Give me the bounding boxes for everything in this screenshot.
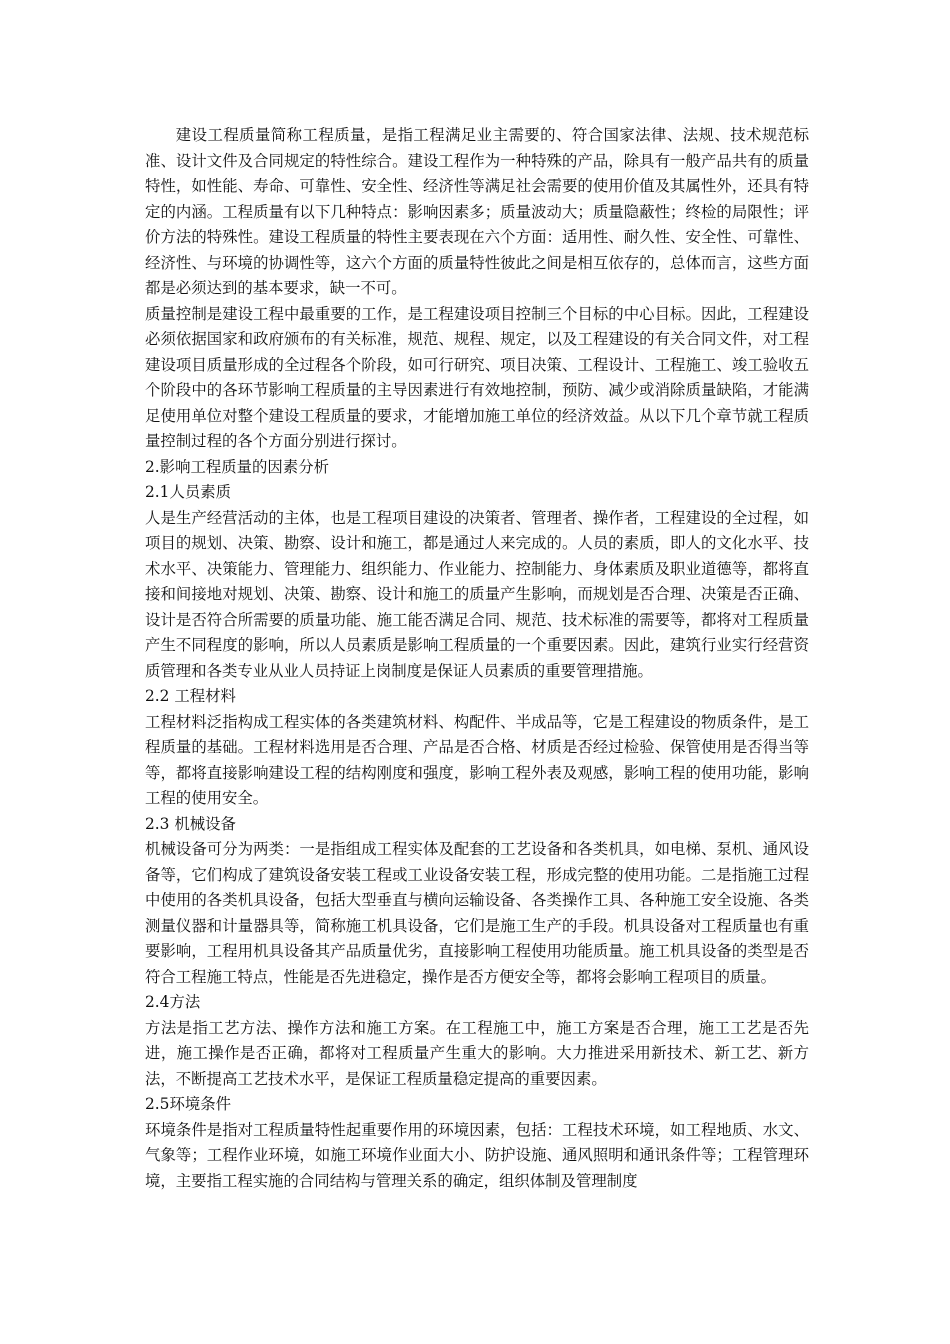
subsection-body-personnel: 人是生产经营活动的主体，也是工程项目建设的决策者、管理者、操作者，工程建设的全过程，如项目的规划、决策、勘察、设计和施工，都是通过人来完成的。人员的素质，即人的文化水平、技术水平、决策能力、管理能力、组织能力、作业能力、控制能力、身体素质及职业道德等，都将直接和间接地对规划、决策、勘察、设计和施工的质量产生影响，而规划是否合理、决策是否正确、设计是否符合所需要的质量功能、施工能否满足合同、规范、技术标准的需要等，都将对工程质量产生不同程度的影响，所以人员素质是影响工程质量的一个重要因素。因此，建筑行业实行经营资质管理和各类专业从业人员持证上岗制度是保证人员素质的重要管理措施。	[145, 508, 809, 680]
subsection-body-methods: 方法是指工艺方法、操作方法和施工方案。在工程施工中，施工方案是否合理，施工工艺是否先进，施工操作是否正确，都将对工程质量产生重大的影响。大力推进采用新技术、新工艺、新方法，不断提高工艺技术水平，是保证工程质量稳定提高的重要因素。	[145, 1018, 809, 1088]
subsection-heading-personnel: 2.1人员素质	[145, 483, 232, 501]
subsection-body-environment: 环境条件是指对工程质量特性起重要作用的环境因素，包括：工程技术环境，如工程地质、水文、气象等；工程作业环境，如施工环境作业面大小、防护设施、通风照明和通讯条件等；工程管理环境，主要指工程实施的合同结构与管理关系的确定，组织体制及管理制度	[145, 1120, 809, 1190]
quality-control-paragraph: 质量控制是建设工程中最重要的工作，是工程建设项目控制三个目标的中心目标。因此，工程建设必须依据国家和政府颁布的有关标准，规范、规程、规定，以及工程建设的有关合同文件，对工程建设项目质量形成的全过程各个阶段，如可行研究、项目决策、工程设计、工程施工、竣工验收五个阶段中的各环节影响工程质量的主导因素进行有效地控制，预防、减少或消除质量缺陷，才能满足使用单位对整个建设工程质量的要求，才能增加施工单位的经济效益。从以下几个章节就工程质量控制过程的各个方面分别进行探讨。	[145, 304, 809, 450]
section-heading: 2.影响工程质量的因素分析	[145, 457, 329, 476]
subsection-heading-materials: 2.2 工程材料	[145, 687, 236, 705]
subsection-body-equipment: 机械设备可分为两类：一是指组成工程实体及配套的工艺设备和各类机具，如电梯、泵机、通风设备等，它们构成了建筑设备安装工程或工业设备安装工程，形成完整的使用功能。二是指施工过程中使用的各类机具设备，包括大型垂直与横向运输设备、各类操作工具、各种施工安全设施、各类测量仪器和计量器具等，简称施工机具设备，它们是施工生产的手段。机具设备对工程质量也有重要影响，工程用机具设备其产品质量优劣，直接影响工程使用功能质量。施工机具设备的类型是否符合工程施工特点，性能是否先进稳定，操作是否方便安全等，都将会影响工程项目的质量。	[145, 840, 809, 986]
subsection-heading-methods: 2.4方法	[145, 993, 201, 1011]
intro-paragraph: 建设工程质量简称工程质量，是指工程满足业主需要的、符合国家法律、法规、技术规范标准、设计文件及合同规定的特性综合。建设工程作为一种特殊的产品，除具有一般产品共有的质量特性，如性能、寿命、可靠性、安全性、经济性等满足社会需要的使用价值及其属性外，还具有特定的内涵。工程质量有以下几种特点：影响因素多；质量波动大；质量隐蔽性；终检的局限性；评价方法的特殊性。建设工程质量的特性主要表现在六个方面：适用性、耐久性、安全性、可靠性、经济性、与环境的协调性等，这六个方面的质量特性彼此之间是相互依存的，总体而言，这些方面都是必须达到的基本要求，缺一不可。	[145, 126, 809, 297]
subsection-heading-environment: 2.5环境条件	[145, 1095, 232, 1113]
document-page	[145, 123, 809, 1194]
subsection-heading-equipment: 2.3 机械设备	[145, 814, 236, 833]
subsection-body-materials: 工程材料泛指构成工程实体的各类建筑材料、构配件、半成品等，它是工程建设的物质条件，是工程质量的基础。工程材料选用是否合理、产品是否合格、材质是否经过检验、保管使用是否得当等等，都将直接影响建设工程的结构刚度和强度，影响工程外表及观感，影响工程的使用功能，影响工程的使用安全。	[145, 712, 809, 807]
